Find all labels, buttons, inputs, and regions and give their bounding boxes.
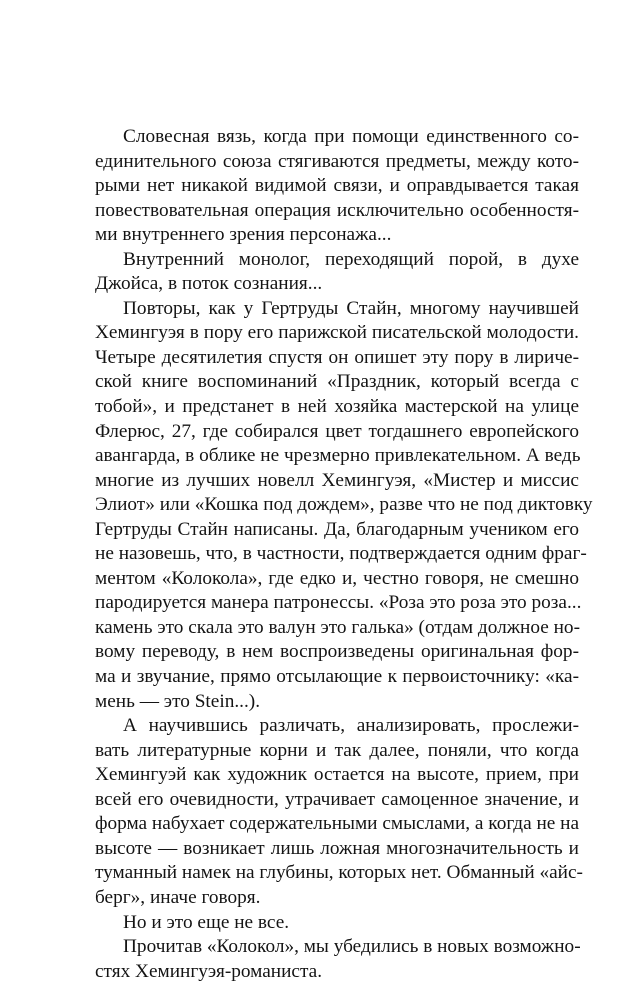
text-line: ма и звучание, прямо отсылающие к первоисточнику: «ка-: [95, 666, 579, 688]
text-line: многие из лучших новелл Хемингуэя, «Мистер и миссис: [95, 469, 579, 491]
text-line: Хемингуэй как художник остается на высоте, прием, при: [95, 764, 579, 786]
text-line: туманный намек на глубины, которых нет. Обманный «айс-: [95, 862, 583, 884]
text-line: камень это скала это валун это галька» (отдам должное но-: [95, 616, 580, 638]
text-line: Джойса, в поток сознания...: [95, 273, 323, 295]
text-line: ми внутреннего зрения персонажа...: [95, 224, 392, 246]
text-line: вому переводу, в нем воспроизведены оригинальная фор-: [95, 641, 579, 663]
text-line: мень — это Stein...).: [95, 690, 261, 712]
text-line: берг», иначе говоря.: [95, 886, 261, 908]
text-line: Внутренний монолог, переходящий порой, в духе: [123, 248, 579, 270]
text-line: форма набухает содержательными смыслами, а когда не на: [95, 813, 580, 835]
text-line: тобой», и предстанет в ней хозяйка мастерской на улице: [95, 396, 579, 418]
text-line: вать литературные корни и так далее, поняли, что когда: [95, 739, 579, 761]
text-line: Четыре десятилетия спустя он опишет эту пору в лириче-: [95, 346, 579, 368]
text-line: повествовательная операция исключительно особенностя-: [95, 199, 579, 221]
text-line: Хемингуэя в пору его парижской писательской молодости.: [95, 322, 579, 344]
text-line: А научившись различать, анализировать, прослежи-: [123, 715, 579, 737]
text-line: Флерюс, 27, где собирался цвет тогдашнего европейского: [95, 420, 579, 442]
text-line: авангарда, в облике не чрезмерно привлекательном. А ведь: [95, 445, 581, 467]
text-line: ментом «Колокола», где едко и, честно говоря, не смешно: [95, 567, 579, 589]
text-line: Словесная вязь, когда при помощи единственного со-: [123, 126, 579, 147]
text-line: Гертруды Стайн написаны. Да, благодарным учеником его: [95, 518, 579, 540]
text-line: Но и это еще не все.: [123, 911, 290, 933]
text-line: всей его очевидности, утрачивает самоценное значение, и: [95, 788, 579, 810]
text-line: единительного союза стягиваются предметы, между кото-: [95, 150, 579, 172]
text-line: ской книге воспоминаний «Праздник, который всегда с: [95, 371, 579, 393]
book-page: [95, 125, 593, 984]
text-line: не назовешь, что, в частности, подтверждается одним фраг-: [95, 543, 587, 565]
text-line: рыми нет никакой видимой связи, и оправдывается такая: [95, 175, 579, 197]
text-line: Элиот» или «Кошка под дождем», разве что не под диктовку: [95, 494, 593, 516]
text-line: Повторы, как у Гертруды Стайн, многому научившей: [123, 297, 579, 319]
text-line: стях Хемингуэя-романиста.: [95, 960, 323, 982]
text-line: Прочитав «Колокол», мы убедились в новых возможно-: [123, 936, 581, 958]
text-line: высоте — возникает лишь ложная многозначительность и: [95, 837, 579, 859]
text-line: пародируется манера патронессы. «Роза это роза это роза...: [95, 592, 582, 614]
